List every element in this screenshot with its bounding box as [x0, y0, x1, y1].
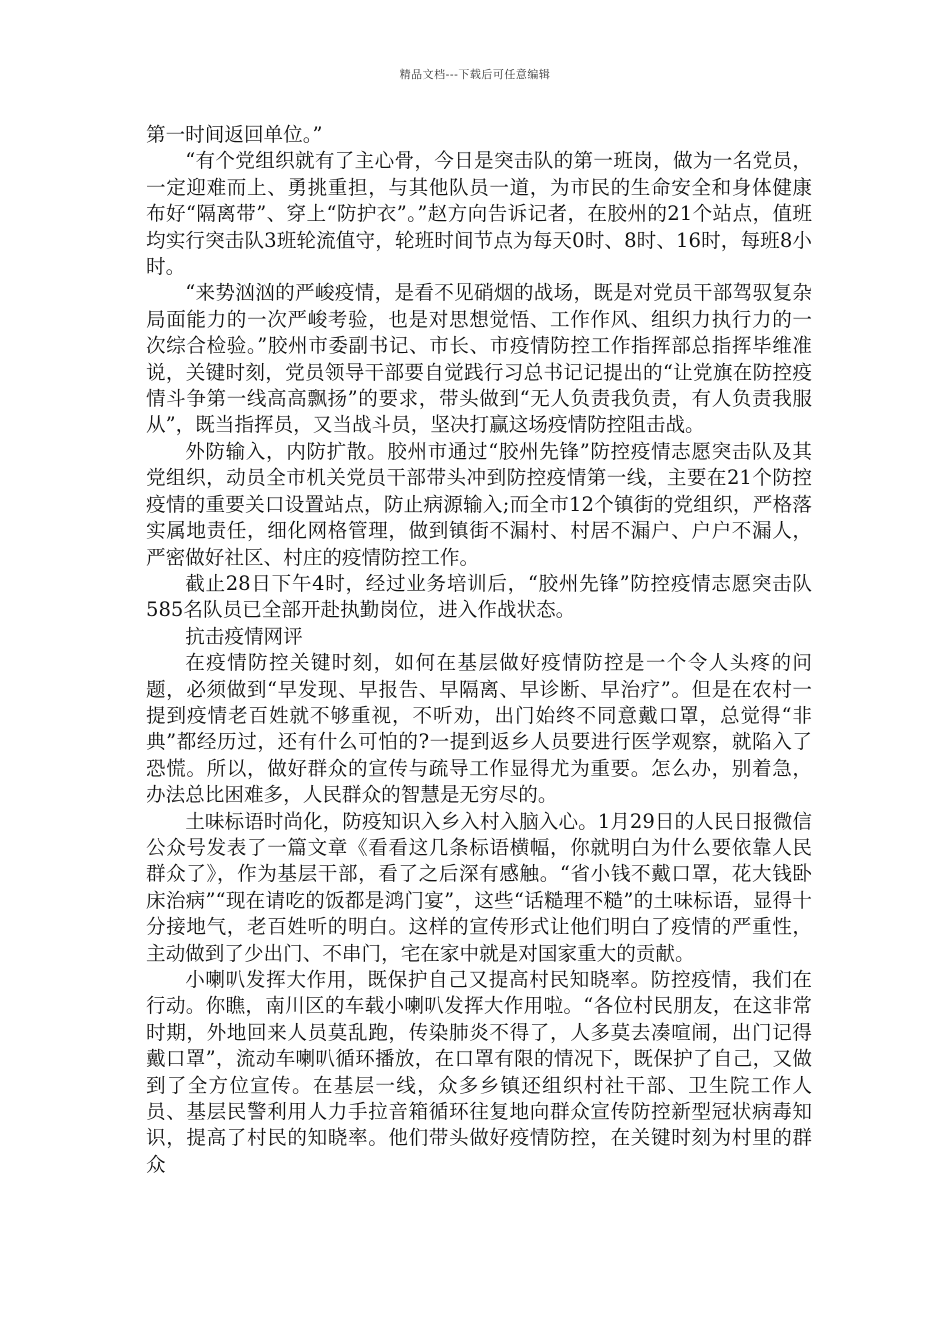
section-heading: 抗击疫情网评	[185, 624, 303, 648]
article-body	[146, 122, 812, 1178]
paragraph: 土味标语时尚化，防疫知识入乡入村入脑入心。1月29日的人民日报微信公众号发表了一篇文章《看看这几条标语横幅，你就明白为什么要依靠人民群众了》，作为基层干部，看了之后深有感触。“省小钱不戴口罩，花大钱卧床治病”“现在请吃的饭都是鸿门宴”，这些“话糙理不糙”的土味标语，显得十分接地气，老百姓听的明白。这样的宣传形式让他们明白了疫情的严重性，主动做到了少出门、不串门，宅在家中就是对国家重大的贡献。	[146, 809, 812, 965]
paragraph: 在疫情防控关键时刻，如何在基层做好疫情防控是一个令人头疼的问题，必须做到“早发现、早报告、早隔离、早诊断、早治疗”。但是在农村一提到疫情老百姓就不够重视，不听劝，出门始终不同意戴口罩，总觉得“非典”都经历过，还有什么可怕的?一提到返乡人员要进行医学观察，就陷入了恐慌。所以，做好群众的宣传与疏导工作显得尤为重要。怎么办，别着急，办法总比困难多，人民群众的智慧是无穷尽的。	[146, 651, 812, 807]
paragraph: “有个党组织就有了主心骨，今日是突击队的第一班岗，做为一名党员，一定迎难而上、勇挑重担，与其他队员一道，为市民的生命安全和身体健康布好“隔离带”、穿上“防护衣”。”赵方向告诉记者，在胶州的21个站点，值班均实行突击队3班轮流值守，轮班时间节点为每天0时、8时、16时，每班8小时。	[146, 149, 812, 279]
paragraph: 截止28日下午4时，经过业务培训后，“胶州先锋”防控疫情志愿突击队585名队员已全部开赴执勤岗位，进入作战状态。	[146, 571, 812, 622]
paragraph-continuation: 第一时间返回单位。”	[146, 123, 323, 146]
page-header: 精品文档---下载后可任意编辑	[399, 68, 551, 81]
paragraph: 小喇叭发挥大作用，既保护自己又提高村民知晓率。防控疫情，我们在行动。你瞧，南川区的车载小喇叭发挥大作用啦。“各位村民朋友，在这非常时期，外地回来人员莫乱跑，传染肺炎不得了，人多莫去凑喧闹，出门记得戴口罩”，流动车喇叭循环播放，在口罩有限的情况下，既保护了自己，又做到了全方位宣传。在基层一线，众多乡镇还组织村社干部、卫生院工作人员、基层民警利用人力手拉音箱循环往复地向群众宣传防控新型冠状病毒知识，提高了村民的知晓率。他们带头做好疫情防控，在关键时刻为村里的群众	[146, 968, 812, 1176]
paragraph: 外防输入，内防扩散。胶州市通过“胶州先锋”防控疫情志愿突击队及其党组织，动员全市机关党员干部带头冲到防控疫情第一线，主要在21个防控疫情的重要关口设置站点，防止病源输入;而全市12个镇街的党组织，严格落实属地责任，细化网格管理，做到镇街不漏村、村居不漏户、户户不漏人，严密做好社区、村庄的疫情防控工作。	[146, 439, 812, 569]
paragraph: “来势汹汹的严峻疫情，是看不见硝烟的战场，既是对党员干部驾驭复杂局面能力的一次严峻考验，也是对思想觉悟、工作作风、组织力执行力的一次综合检验。”胶州市委副书记、市长、市疫情防控工作指挥部总指挥毕维准说，关键时刻，党员领导干部要自觉践行习总书记记提出的“让党旗在防控疫情斗争第一线高高飘扬”的要求，带头做到“无人负责我负责，有人负责我服从”，既当指挥员，又当战斗员，坚决打赢这场疫情防控阻击战。	[146, 281, 812, 437]
